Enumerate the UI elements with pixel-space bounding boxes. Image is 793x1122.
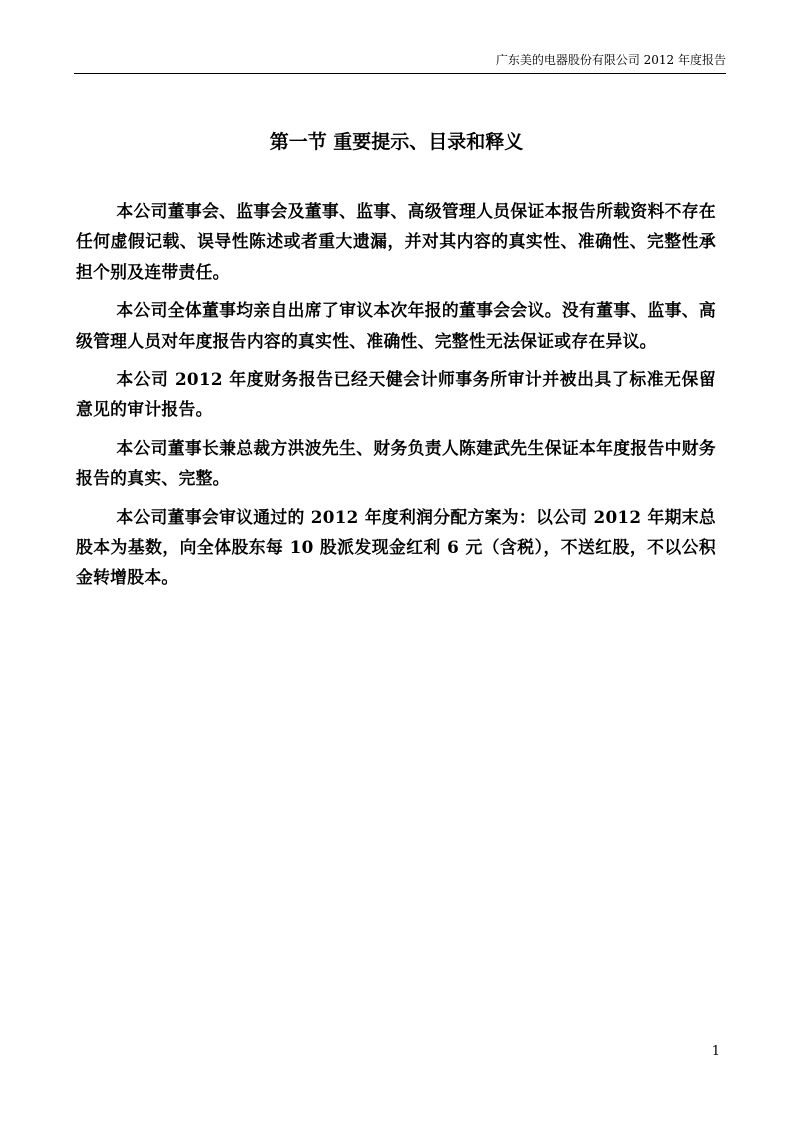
section-title: 第一节 重要提示、目录和释义 bbox=[269, 131, 524, 153]
page-number: 1 bbox=[711, 1044, 720, 1059]
document-body bbox=[76, 196, 716, 601]
header-rule bbox=[74, 73, 726, 74]
paragraph-audit-opinion: 本公司 2012 年度财务报告已经天健会计师事务所审计并被出具了标准无保留意见的审计报告。 bbox=[76, 369, 716, 420]
paragraph-disclaimer: 本公司董事会、监事会及董事、监事、高级管理人员保证本报告所载资料不存在任何虚假记载、误导性陈述或者重大遗漏，并对其内容的真实性、准确性、完整性承担个别及连带责任。 bbox=[76, 201, 716, 282]
paragraph-financial-responsibility: 本公司董事长兼总裁方洪波先生、财务负责人陈建武先生保证本年度报告中财务报告的真实、完整。 bbox=[76, 437, 716, 489]
paragraph-board-attendance: 本公司全体董事均亲自出席了审议本次年报的董事会会议。没有董事、监事、高级管理人员对年度报告内容的真实性、准确性、完整性无法保证或存在异议。 bbox=[76, 300, 716, 351]
running-header: 广东美的电器股份有限公司 2012 年度报告 bbox=[495, 53, 726, 67]
paragraph-profit-distribution: 本公司董事会审议通过的 2012 年度利润分配方案为：以公司 2012 年期末总股本为基数，向全体股东每 10 股派发现金红利 6 元（含税），不送红股，不以公积金转增股本。 bbox=[76, 506, 716, 588]
